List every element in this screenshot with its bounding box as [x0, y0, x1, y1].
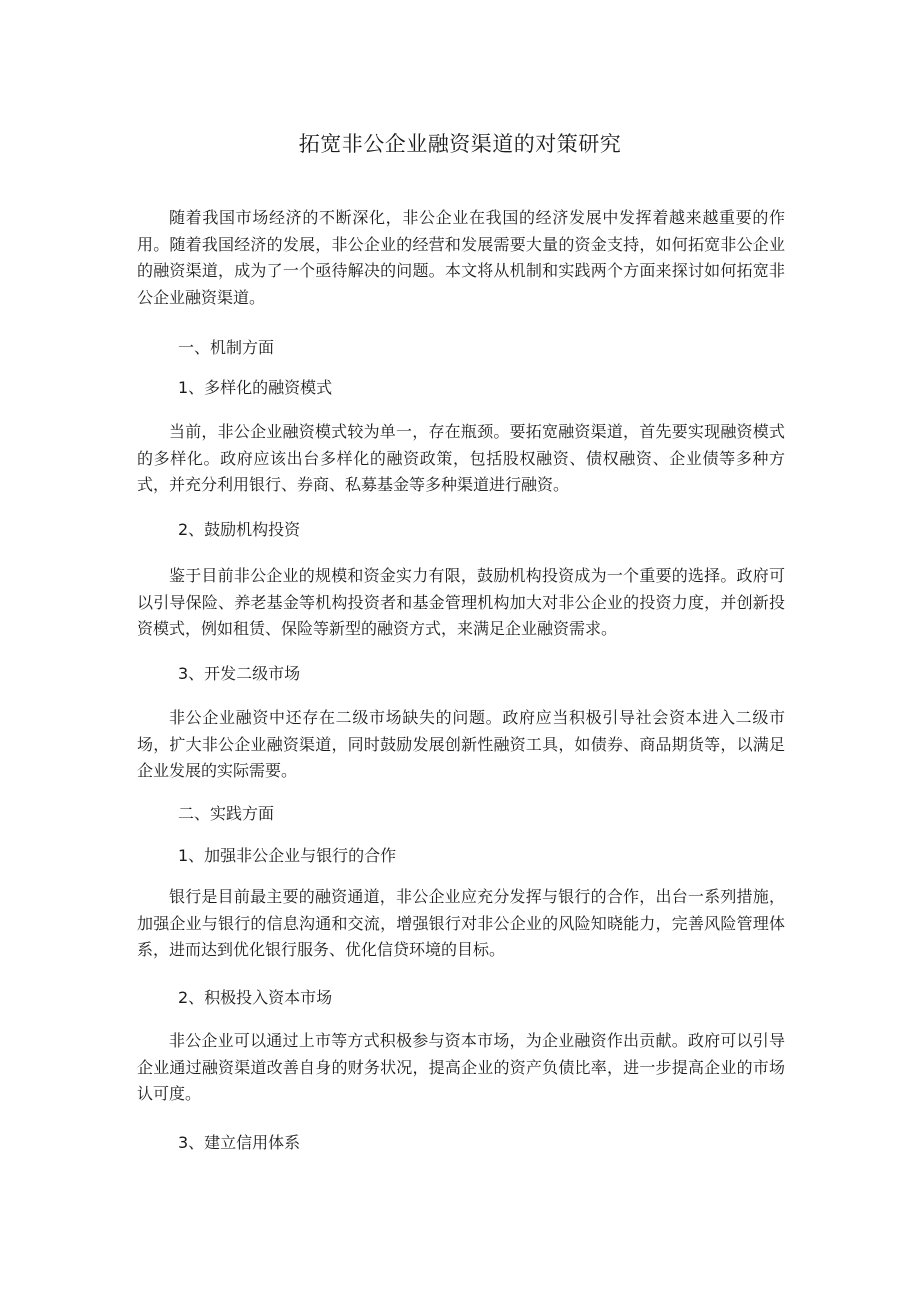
- subsection-heading: 1、加强非公企业与银行的合作: [178, 846, 397, 865]
- subsection-heading: 2、积极投入资本市场: [178, 988, 333, 1007]
- document-title: 拓宽非公企业融资渠道的对策研究: [298, 132, 622, 156]
- body-paragraph: 非公企业可以通过上市等方式积极参与资本市场，为企业融资作出贡献。政府可以引导企业通过融资渠道改善自身的财务状况，提高企业的资产负债比率，进一步提高企业的市场认可度。: [137, 1031, 785, 1103]
- body-paragraph: 非公企业融资中还存在二级市场缺失的问题。政府应当积极引导社会资本进入二级市场，扩大非公企业融资渠道，同时鼓励发展创新性融资工具，如债券、商品期货等，以满足企业发展的实际需要。: [137, 708, 785, 780]
- subsection-heading: 2、鼓励机构投资: [178, 520, 301, 539]
- body-paragraph: 银行是目前最主要的融资通道，非公企业应充分发挥与银行的合作，出台一系列措施，加强企业与银行的信息沟通和交流，增强银行对非公企业的风险知晓能力，完善风险管理体系，进而达到优化银行服务、优化信贷环境的目标。: [137, 887, 785, 959]
- body-paragraph: 当前，非公企业融资模式较为单一，存在瓶颈。要拓宽融资渠道，首先要实现融资模式的多样化。政府应该出台多样化的融资政策，包括股权融资、债权融资、企业债等多种方式，并充分利用银行、券商、私募基金等多种渠道进行融资。: [137, 422, 785, 494]
- subsection-heading: 1、多样化的融资模式: [178, 378, 333, 397]
- intro-paragraph: 随着我国市场经济的不断深化，非公企业在我国的经济发展中发挥着越来越重要的作用。随着我国经济的发展，非公企业的经营和发展需要大量的资金支持，如何拓宽非公企业的融资渠道，成为了一个亟待解决的问题。本文将从机制和实践两个方面来探讨如何拓宽非公企业融资渠道。: [137, 208, 785, 307]
- section-heading-mechanism: 一、机制方面: [178, 338, 275, 357]
- subsection-heading: 3、建立信用体系: [178, 1133, 301, 1152]
- body-paragraph: 鉴于目前非公企业的规模和资金实力有限，鼓励机构投资成为一个重要的选择。政府可以引导保险、养老基金等机构投资者和基金管理机构加大对非公企业的投资力度，并创新投资模式，例如租赁、保险等新型的融资方式，来满足企业融资需求。: [137, 566, 785, 638]
- subsection-heading: 3、开发二级市场: [178, 664, 301, 683]
- section-heading-practice: 二、实践方面: [178, 804, 275, 823]
